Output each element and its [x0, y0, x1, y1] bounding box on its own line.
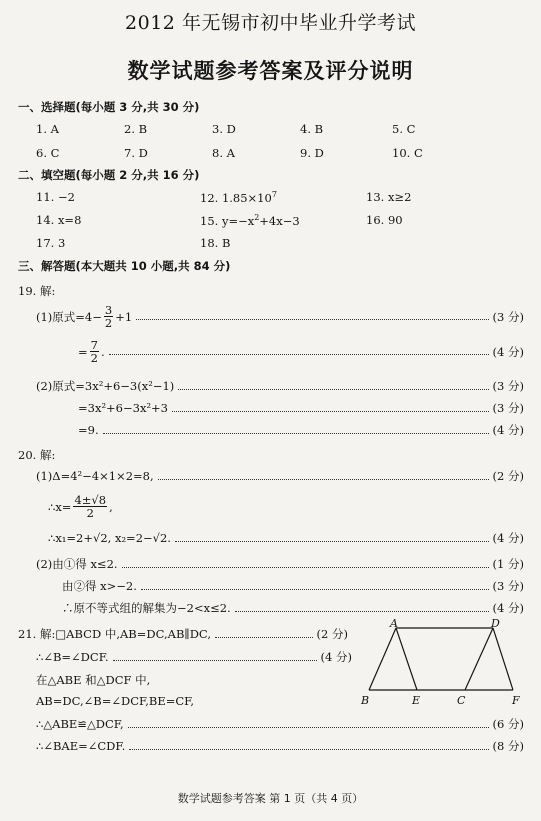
point-label-E: E — [412, 694, 421, 707]
answer-12: 12. $1.85\times 10^7$ — [200, 190, 277, 205]
edge-AB — [369, 628, 396, 690]
exam-title: 2012 年无锡市初中毕业升学考试 — [125, 12, 416, 34]
point-label-B: B — [361, 694, 370, 707]
parallelogram-figure — [355, 618, 535, 710]
point-label-F: F — [512, 694, 520, 707]
q20-label: 20. 解: — [18, 448, 56, 462]
q19-step2: = $\frac{7}{2}$ . (4 分) — [78, 338, 524, 366]
q20-step5: 由②得 x>−2. (3 分) — [62, 579, 524, 593]
answer-10: 10. C — [392, 146, 423, 160]
fraction: $\frac{3}{2}$ — [104, 303, 113, 331]
answer-14: 14. x=8 — [36, 213, 82, 227]
answer-1: 1. A — [36, 122, 59, 136]
q20-step1: (1)Δ=4²−4×1×2=8, (2 分) — [36, 469, 524, 483]
q21-step1: 21. 解:□ABCD 中,AB=DC,AB∥DC, (2 分) — [18, 627, 348, 641]
q19-step3: (2)原式=3x²+6−3(x²−1) (3 分) — [36, 379, 524, 393]
answer-9: 9. D — [300, 146, 324, 160]
q19-step4: =3x²+6−3x²+3 (3 分) — [78, 401, 524, 415]
point-label-A: A — [390, 618, 398, 630]
q20-step6: ∴原不等式组的解集为−2<x≤2. (4 分) — [62, 601, 524, 615]
q20-step2: ∴x= $\frac{4\pm√8}{2}$ , — [48, 493, 113, 521]
edge-AE — [396, 628, 417, 690]
fraction: $\frac{7}{2}$ — [90, 338, 98, 366]
answer-2: 2. B — [124, 122, 148, 136]
section-heading-fill: 二、填空题(每小题 2 分,共 16 分) — [18, 168, 200, 182]
q21-step5: ∴△ABE≌△DCF, (6 分) — [36, 717, 524, 731]
section-heading-solve: 三、解答题(本大题共 10 小题,共 84 分) — [18, 259, 231, 273]
answer-15: 15. $y=-x^2+4x-3$ — [200, 213, 300, 228]
answer-6: 6. C — [36, 146, 60, 160]
answer-16: 16. 90 — [366, 213, 403, 227]
q19-step5: =9. (4 分) — [78, 423, 524, 437]
fraction: $\frac{4\pm√8}{2}$ — [74, 493, 107, 521]
point-label-D: D — [491, 618, 500, 630]
answer-17: 17. 3 — [36, 236, 66, 250]
answer-7: 7. D — [124, 146, 148, 160]
q21-step4: AB=DC,∠B=∠DCF,BE=CF, — [36, 694, 195, 708]
q20-step3: ∴x₁=2+√2, x₂=2−√2. (4 分) — [48, 531, 524, 545]
q21-step6: ∴∠BAE=∠CDF. (8 分) — [36, 739, 524, 753]
answer-8: 8. A — [212, 146, 235, 160]
q19-step1: (1)原式=4− $\frac{3}{2}$ +1 (3 分) — [36, 303, 524, 331]
point-label-C: C — [457, 694, 466, 707]
answer-11: 11. −2 — [36, 190, 75, 204]
q21-step3: 在△ABE 和△DCF 中, — [36, 673, 151, 687]
answer-18: 18. B — [200, 236, 231, 250]
q21-step2: ∴∠B=∠DCF. (4 分) — [36, 650, 352, 664]
edge-DC — [465, 628, 493, 690]
answer-5: 5. C — [392, 122, 416, 136]
section-heading-choice: 一、选择题(每小题 3 分,共 30 分) — [18, 100, 200, 114]
exam-subtitle: 数学试题参考答案及评分说明 — [127, 59, 414, 83]
q19-label: 19. 解: — [18, 284, 56, 298]
answer-13: 13. x≥2 — [366, 190, 412, 204]
q20-step4: (2)由①得 x≤2. (1 分) — [36, 557, 524, 571]
edge-DF — [493, 628, 513, 690]
answer-3: 3. D — [212, 122, 236, 136]
answer-4: 4. B — [300, 122, 324, 136]
page-footer: 数学试题参考答案 第 1 页（共 4 页） — [177, 792, 364, 805]
